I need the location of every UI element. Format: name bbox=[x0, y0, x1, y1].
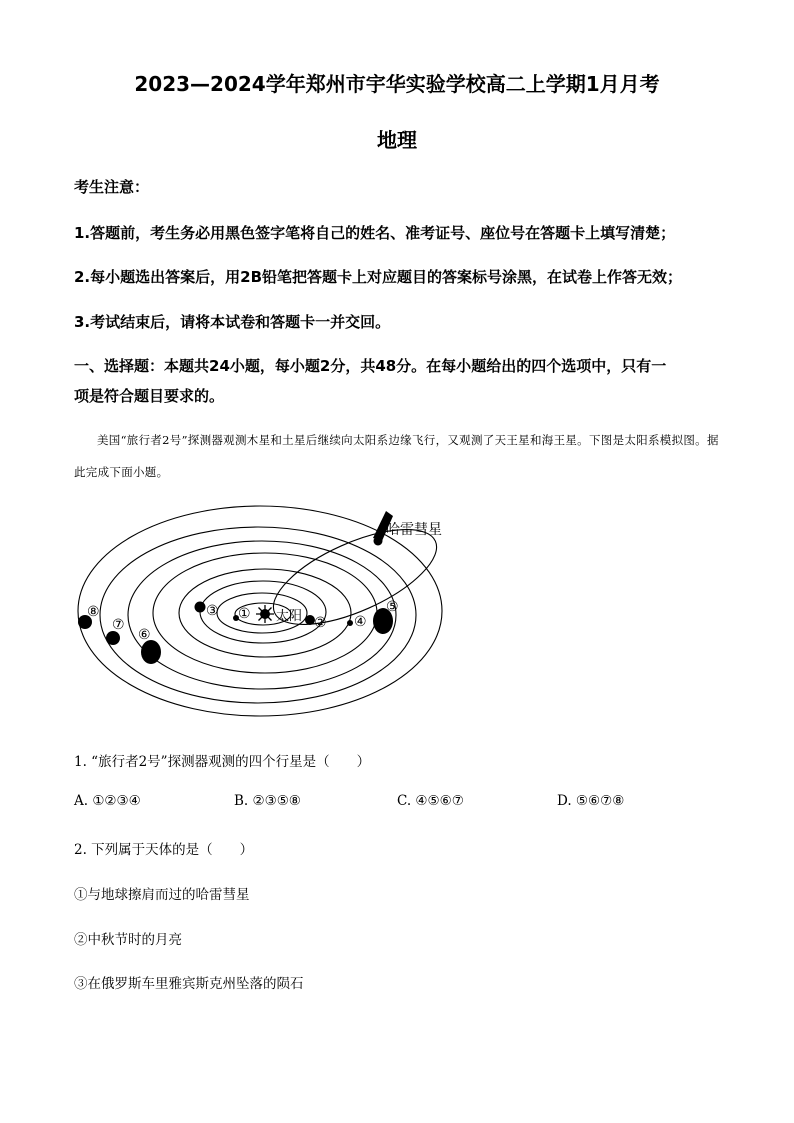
solar-system-diagram bbox=[0, 500, 794, 730]
subject-title: 地理 bbox=[377, 128, 417, 152]
question-2-stem: 2. 下列属于天体的是（ ） bbox=[74, 842, 254, 858]
section-heading-line1: 一、选择题：本题共24小题，每小题2分，共48分。在每小题给出的四个选项中，只有一 bbox=[74, 357, 667, 375]
question-1-option-d: D. ⑤⑥⑦⑧ bbox=[557, 793, 625, 809]
planet-label-6: ⑥ bbox=[138, 627, 151, 643]
question-2-statement-2: ②中秋节时的月亮 bbox=[74, 932, 182, 948]
question-2-statement-3: ③在俄罗斯车里雅宾斯克州坠落的陨石 bbox=[74, 976, 304, 992]
planet-7 bbox=[106, 631, 120, 645]
section-heading-line2: 项是符合题目要求的。 bbox=[74, 387, 225, 405]
notice-heading: 考生注意： bbox=[74, 178, 150, 196]
question-1-stem: 1. “旅行者2号”探测器观测的四个行星是（ ） bbox=[74, 754, 371, 770]
question-1-option-b: B. ②③⑤⑧ bbox=[234, 793, 301, 809]
notice-item-3: 3.考试结束后，请将本试卷和答题卡一并交回。 bbox=[74, 313, 391, 331]
sun-label: 太阳 bbox=[276, 609, 303, 624]
planet-label-5: ⑤ bbox=[386, 599, 399, 615]
notice-item-2: 2.每小题选出答案后，用2B铅笔把答题卡上对应题目的答案标号涂黑，在试卷上作答无效； bbox=[74, 268, 683, 286]
planet-label-8: ⑧ bbox=[87, 604, 100, 620]
notice-item-1: 1.答题前，考生务必用黑色签字笔将自己的姓名、准考证号、座位号在答题卡上填写清楚； bbox=[74, 224, 676, 242]
planet-label-7: ⑦ bbox=[112, 617, 125, 633]
planet-6 bbox=[141, 640, 161, 664]
question-1-option-a: A. ①②③④ bbox=[74, 793, 141, 809]
sun-icon bbox=[256, 605, 274, 623]
question-1-option-c: C. ④⑤⑥⑦ bbox=[397, 793, 464, 809]
planet-label-3: ③ bbox=[206, 603, 219, 619]
planet-label-2: ② bbox=[314, 615, 327, 631]
planet-4 bbox=[347, 620, 353, 626]
question-2-statement-1: ①与地球擦肩而过的哈雷彗星 bbox=[74, 887, 250, 903]
planet-label-1: ① bbox=[238, 606, 251, 622]
exam-title: 2023—2024学年郑州市宇华实验学校高二上学期1月月考 bbox=[134, 72, 660, 96]
reading-passage: 美国“旅行者2号”探测器观测木星和土星后继续向太阳系边缘飞行，又观测了天王星和海王星。下图是太阳系模拟图。据此完成下面小题。 bbox=[74, 433, 719, 479]
planet-label-4: ④ bbox=[354, 614, 367, 630]
planet-3 bbox=[195, 602, 206, 613]
comet-label: 哈雷彗星 bbox=[386, 522, 442, 538]
